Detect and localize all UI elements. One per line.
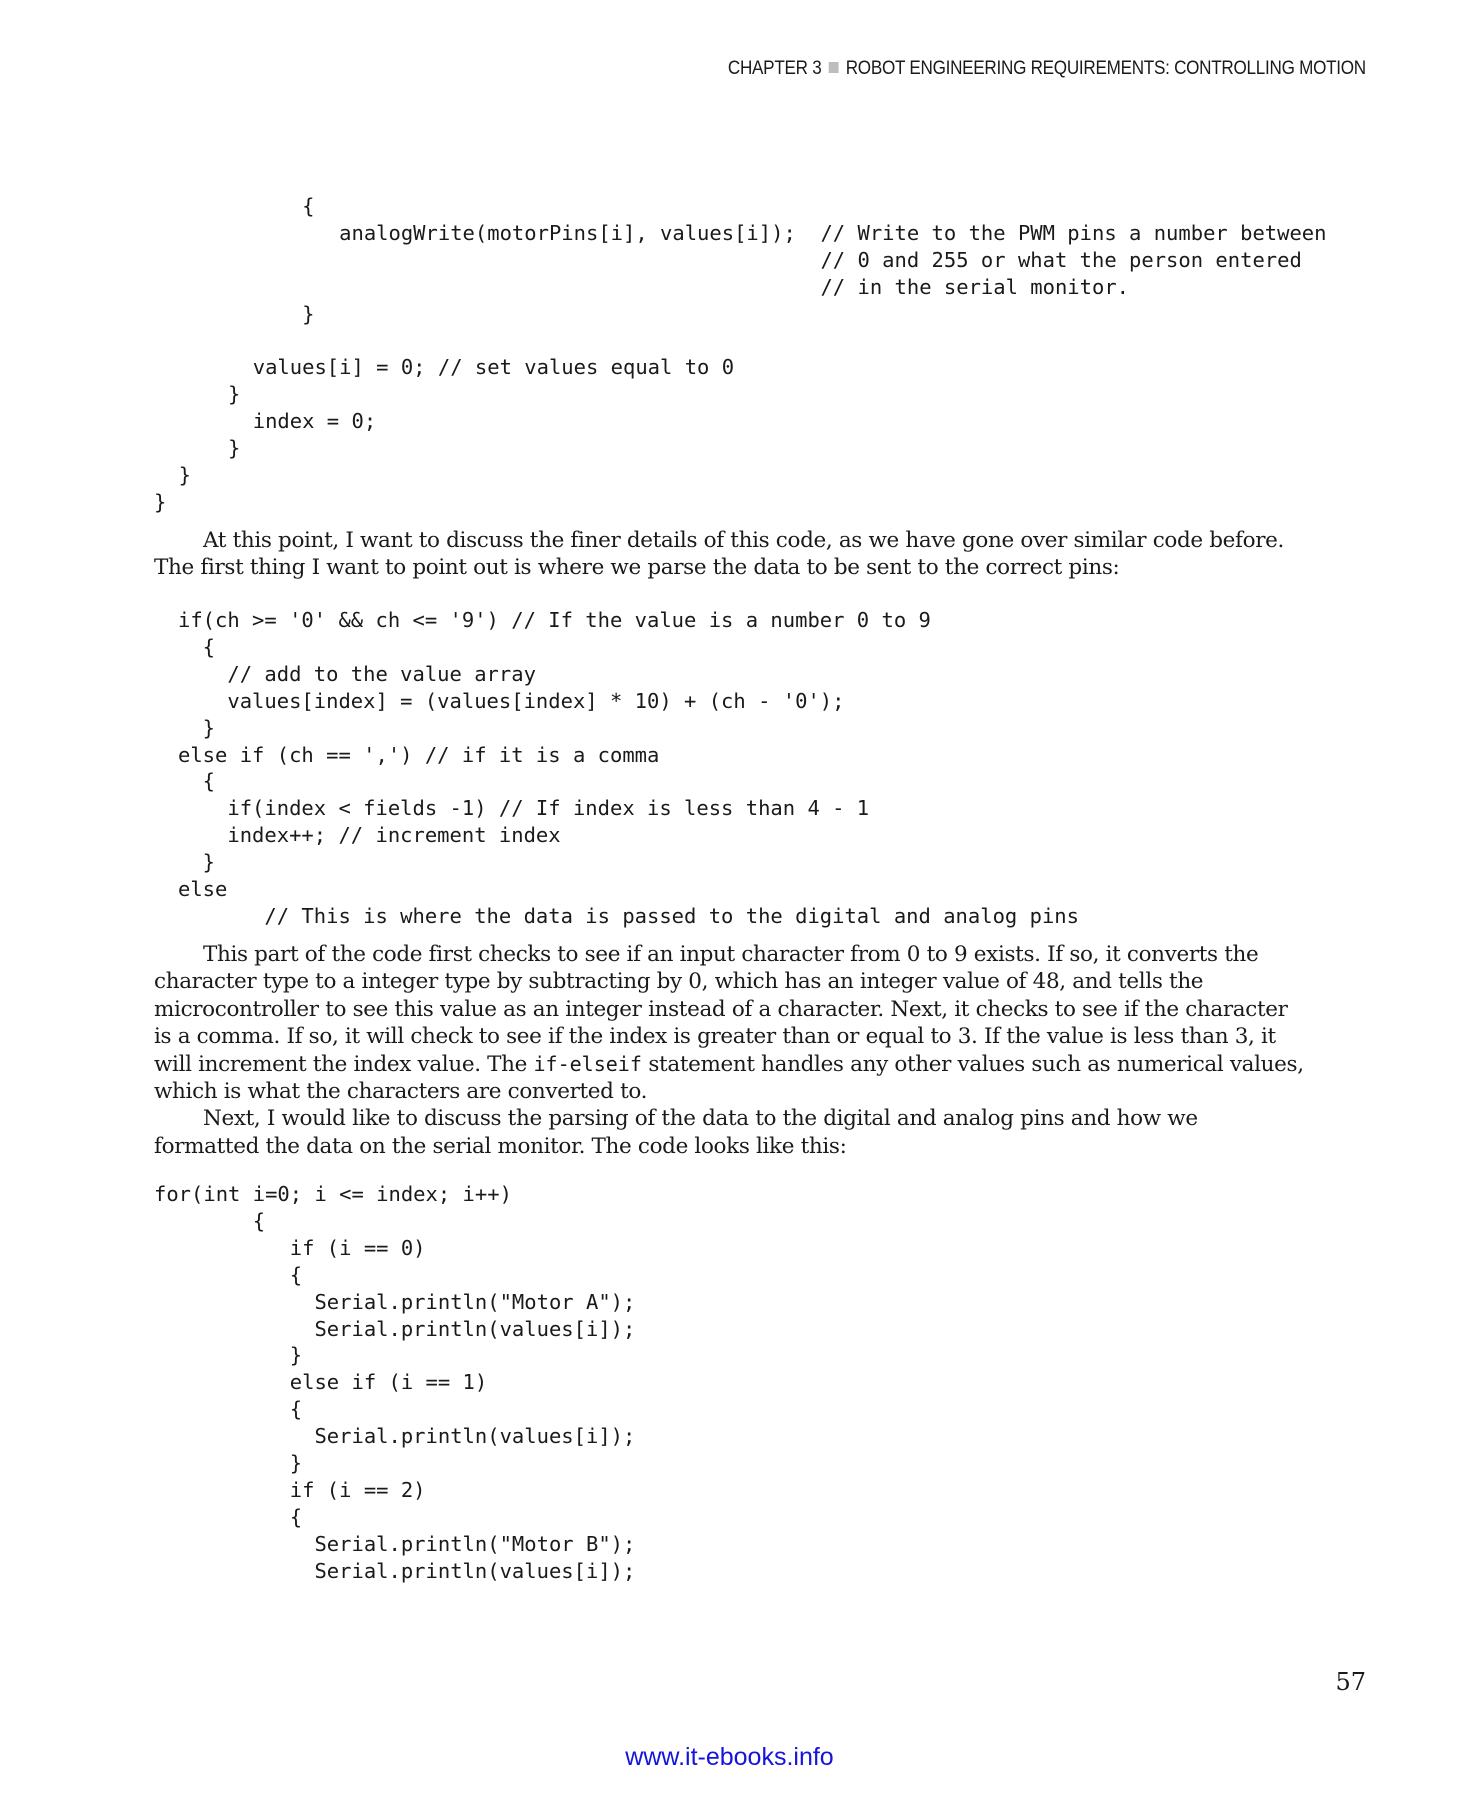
code-line: } <box>154 1451 303 1476</box>
footer-website-link[interactable]: www.it-ebooks.info <box>625 1743 834 1771</box>
paragraph-explanation <box>154 941 1304 1160</box>
code-line: for(int i=0; i <= index; i++) <box>154 1182 512 1206</box>
code-line: Serial.println("Motor B"); <box>154 1531 636 1556</box>
code-line: // This is where the data is passed to the digital and analog pins <box>178 903 1079 928</box>
paragraph-text-before-code: This part of the code first checks to see if an input character from 0 to 9 exists. If so, it converts the character type to a integer type by subtracting by 0, which has an integer value of 48, and tells the microcontroller to see this value as an integer instead of a character. Next, it checks to see if the character is a comma. If so, it will check to see if the index is greater than or equal to 3. If the value is less than 3, it will increment the index value. The <box>154 942 1288 1077</box>
code-line: { <box>154 1262 303 1287</box>
code-line: } <box>154 382 241 407</box>
code-line: { <box>154 1208 266 1233</box>
code-line: } <box>154 489 167 514</box>
code-line: else if (ch == ',') // if it is a comma <box>178 742 660 767</box>
paragraph-text-after-code: statement handles any other values such as numerical values, which is what the characters are converted to. <box>154 1051 1304 1105</box>
code-line: index++; // increment index <box>178 823 561 848</box>
code-line: else <box>178 877 228 902</box>
paragraph-text <box>154 941 1304 1105</box>
paragraph-text: Next, I would like to discuss the parsing of the data to the digital and analog pins and how we formatted the data on the serial monitor. The code looks like this: <box>154 1106 1198 1159</box>
code-line: { <box>154 194 315 218</box>
code-line: else if (i == 1) <box>154 1370 488 1395</box>
separator-square-icon <box>829 62 839 73</box>
code-line: { <box>178 769 216 794</box>
code-line: { <box>178 634 216 659</box>
page-number: 57 <box>1335 1668 1366 1696</box>
code-line: } <box>178 850 216 875</box>
code-line: { <box>154 1397 303 1422</box>
code-block-serial-format <box>154 1181 635 1585</box>
code-line: // in the serial monitor. <box>154 274 1130 299</box>
paragraph-finer-details <box>154 527 1304 582</box>
code-line: // 0 and 255 or what the person entered <box>154 247 1302 272</box>
code-line: { <box>154 1504 303 1529</box>
code-line: if (i == 0) <box>154 1235 426 1260</box>
code-block-motor-write <box>154 193 1327 516</box>
code-line: } <box>154 301 315 326</box>
code-line: Serial.println(values[i]); <box>154 1558 636 1583</box>
code-line: if(ch >= '0' && ch <= '9') // If the value is a number 0 to 9 <box>178 608 931 632</box>
code-line: Serial.println(values[i]); <box>154 1316 636 1341</box>
code-line: if (i == 2) <box>154 1477 426 1502</box>
code-line: // add to the value array <box>178 661 536 686</box>
code-line: } <box>154 436 241 461</box>
paragraph-text: At this point, I want to discuss the finer details of this code, as we have gone over similar code before. The first thing I want to point out is where we parse the data to be sent to the correct pins: <box>154 528 1285 581</box>
code-block-parse-data <box>178 607 1079 930</box>
code-line: } <box>154 463 192 488</box>
code-line: Serial.println(values[i]); <box>154 1424 636 1449</box>
code-line: if(index < fields -1) // If index is less than 4 - 1 <box>178 796 870 821</box>
chapter-title: ROBOT ENGINEERING REQUIREMENTS: CONTROLLING MOTION <box>845 58 1366 79</box>
code-line: } <box>154 1343 303 1368</box>
code-line: } <box>178 715 216 740</box>
code-line: values[i] = 0; // set values equal to 0 <box>154 355 735 380</box>
code-line <box>154 328 1327 355</box>
code-line: index = 0; <box>154 409 377 434</box>
inline-code: if-elseif <box>533 1051 642 1076</box>
running-header <box>728 58 1366 80</box>
code-line: analogWrite(motorPins[i], values[i]); // Write to the PWM pins a number between <box>154 220 1327 245</box>
code-line: Serial.println("Motor A"); <box>154 1289 636 1314</box>
chapter-label: CHAPTER 3 <box>728 58 822 79</box>
code-line: values[index] = (values[index] * 10) + (ch - '0'); <box>178 688 845 713</box>
